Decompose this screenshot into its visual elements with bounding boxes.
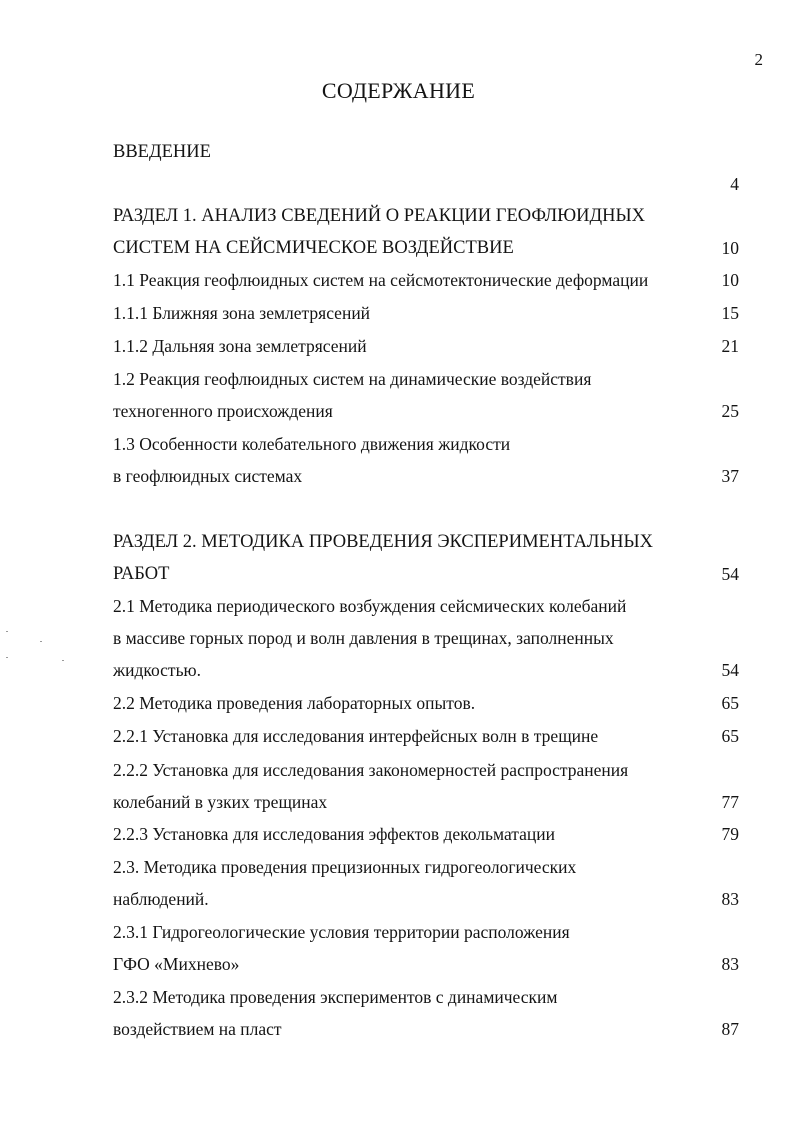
toc-entry-line: РАБОТ	[113, 564, 170, 584]
scan-artifact	[6, 631, 8, 632]
toc-entry-line: воздействием на пласт	[113, 1019, 282, 1039]
toc-page-number: 10	[721, 270, 739, 290]
toc-entry-line: 2.3.1 Гидрогеологические условия территории расположения	[113, 922, 570, 942]
toc-entry-line: наблюдений.	[113, 889, 209, 909]
toc-page-number: 79	[721, 824, 739, 844]
toc-entry-line: ГФО «Михнево»	[113, 954, 240, 974]
toc-entry-line: 2.2.3 Установка для исследования эффектов декольматации	[113, 824, 555, 844]
toc-page-number: 10	[721, 238, 739, 258]
toc-page-number: 65	[721, 726, 739, 746]
toc-entry-line: 2.3. Методика проведения прецизионных гидрогеологических	[113, 857, 577, 877]
toc-entry-line: 2.2.2 Установка для исследования закономерностей распространения	[113, 760, 629, 780]
toc-page-number: 54	[721, 564, 739, 584]
toc-entry-line: колебаний в узких трещинах	[113, 792, 328, 812]
toc-entry-line: 2.3.2 Методика проведения экспериментов с динамическим	[113, 987, 558, 1007]
toc-entry-line: 1.1.2 Дальняя зона землетрясений	[113, 336, 367, 356]
toc-page-number: 21	[721, 336, 739, 356]
toc-entry-line: 1.2 Реакция геофлюидных систем на динамические воздействия	[113, 369, 592, 389]
toc-page-number: 15	[721, 303, 739, 323]
toc-entry-line: 2.2.1 Установка для исследования интерфейсных волн в трещине	[113, 726, 599, 746]
toc-page-number: 4	[730, 174, 739, 194]
toc-entry-line: 1.3 Особенности колебательного движения жидкости	[113, 434, 511, 454]
toc-entry-line: техногенного происхождения	[113, 401, 333, 421]
page-number: 2	[754, 50, 763, 69]
scan-artifact	[40, 641, 42, 642]
page-title: СОДЕРЖАНИЕ	[321, 78, 476, 103]
toc-entry-line: жидкостью.	[113, 660, 202, 680]
toc-page-number: 83	[721, 889, 739, 909]
scan-artifact	[62, 660, 64, 661]
toc-entry-line: ВВЕДЕНИЕ	[113, 142, 211, 162]
toc-entry-line: в геофлюидных системах	[113, 466, 303, 486]
toc-page-number: 83	[721, 954, 739, 974]
toc-page-number: 87	[721, 1019, 739, 1039]
toc-page-number: 65	[721, 693, 739, 713]
toc-page-number: 37	[721, 466, 739, 486]
scan-artifact	[6, 657, 8, 658]
toc-page-number: 77	[721, 792, 739, 812]
toc-entry-line: РАЗДЕЛ 2. МЕТОДИКА ПРОВЕДЕНИЯ ЭКСПЕРИМЕНТАЛЬНЫХ	[113, 532, 653, 552]
toc-entry-line: 1.1 Реакция геофлюидных систем на сейсмотектонические деформации	[113, 270, 649, 290]
toc-page-number: 54	[721, 660, 739, 680]
toc-page-number: 25	[721, 401, 739, 421]
toc-entry-line: 1.1.1 Ближняя зона землетрясений	[113, 303, 371, 323]
toc-entry-line: в массиве горных пород и волн давления в трещинах, заполненных	[113, 628, 614, 648]
toc-entry-line: 2.2 Методика проведения лабораторных опытов.	[113, 693, 476, 713]
toc-entry-line: СИСТЕМ НА СЕЙСМИЧЕСКОЕ ВОЗДЕЙСТВИЕ	[113, 238, 514, 258]
toc-entry-line: РАЗДЕЛ 1. АНАЛИЗ СВЕДЕНИЙ О РЕАКЦИИ ГЕОФЛЮИДНЫХ	[113, 206, 645, 226]
toc-entry-line: 2.1 Методика периодического возбуждения сейсмических колебаний	[113, 596, 627, 616]
